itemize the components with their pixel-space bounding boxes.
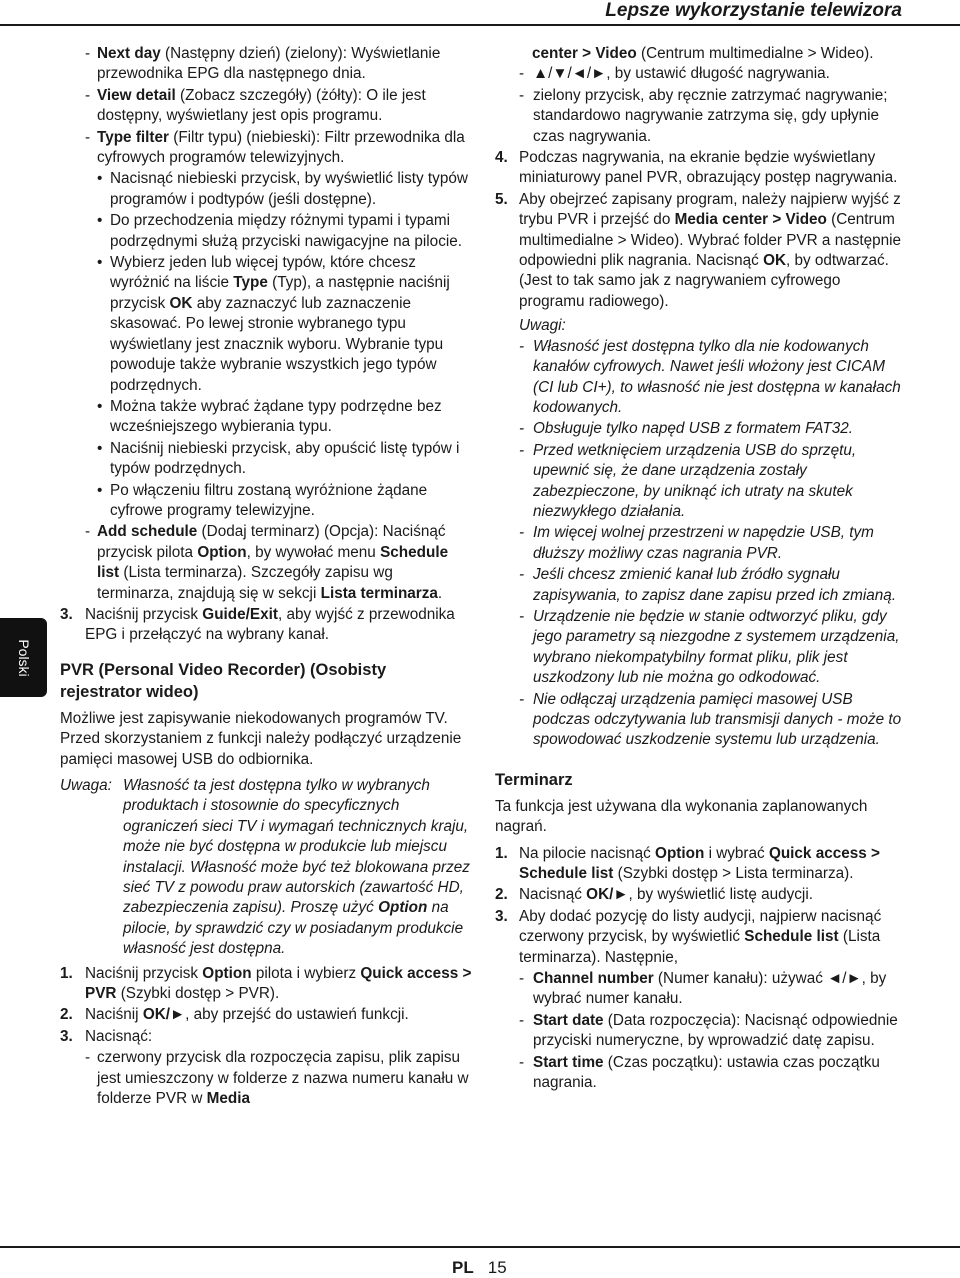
type-filter-bullet: • Wybierz jeden lub więcej typów, które chcesz wyróżnić na liście Type (Typ), a następnie naciśnij przycisk OK aby zaznaczyć lub zaznaczenie skasować. Po lewej stronie wybranego typu wyświetlany jest znacznik wyboru. Wybranie typu powoduje także wybranie wszystkich jego typów podrzędnych. xyxy=(60,253,472,396)
note-item: - Jeśli chcesz zmienić kanał lub źródło sygnału zapisywania, to zapisz dane zapisu przed ich zmianą. xyxy=(495,565,905,606)
pvr-step-3-red-button: - czerwony przycisk dla rozpoczęcia zapisu, plik zapisu jest umieszczony w folderze z nazwa numeru kanału w folderze PVR w Media xyxy=(60,1048,472,1109)
pvr-step-3-arrows: - ▲/▼/◄/►, by ustawić długość nagrywania. xyxy=(495,64,905,84)
notes-title: Uwagi: xyxy=(519,317,566,335)
pvr-note: Uwaga: Własność ta jest dostępna tylko w wybranych produktach i stosownie do specyficznych ograniczeń sieci TV i wymagań technicznych kraju, może nie być dostępna w produkcie lub miejscu instalacji. Własność może być też blokowana przez sieć TV z powodu praw autorskich (zawartość HD, zabezpieczenia zapisu). Proszę użyć Option na pilocie, by sprawdzić czy w posiadanym produkcie własność jest dostępna. xyxy=(60,777,470,958)
type-filter-bullet: • Do przechodzenia między różnymi typami i typami podrzędnymi służą przyciski nawigacyjne na pilocie. xyxy=(60,211,472,252)
language-tab xyxy=(0,618,47,697)
pvr-step-4: 4. Podczas nagrywania, na ekranie będzie wyświetlany miniaturowy panel PVR, obrazujący postęp nagrywania. xyxy=(495,149,898,187)
pvr-step-2: 2. Naciśnij OK/►, aby przejść do ustawień funkcji. xyxy=(60,1006,409,1024)
note-item: - Własność jest dostępna tylko dla nie kodowanych kanałów cyfrowych. Nawet jeśli włożony jest CICAM (CI lub CI+), to własność nie jest dostępna w kanałach kodowanych. xyxy=(495,337,905,419)
pvr-step-5: 5. Aby obejrzeć zapisany program, należy najpierw wyjść z trybu PVR i przejść do Media center > Video (Centrum multimedialne > Wideo). Wybrać folder PVR a następnie odpowiedni plik nagrania. Nacisnąć OK, by odtwarzać. (Jest to tak samo jak z nagrywaniem cyfrowego programu radiowego). xyxy=(495,190,902,310)
page-header xyxy=(0,0,960,24)
type-filter-bullet: • Można także wybrać żądane typy podrzędne bez wcześniejszego wybierania typu. xyxy=(60,397,472,438)
note-item: - Urządzenie nie będzie w stanie odtworzyć pliku, gdy jego parametry są niezgodne z systemem urządzenia, wybrano niekompatybilny format pliku, plik jest uszkodzony lub nie można go odkodować. xyxy=(495,607,905,689)
terminarz-sub-start-time: - Start time (Czas początku): ustawia czas początku nagrania. xyxy=(495,1053,905,1094)
pvr-intro: Możliwe jest zapisywanie niekodowanych programów TV. Przed skorzystaniem z funkcji należy podłączyć urządzenie pamięci masowej USB do odbiornika. xyxy=(60,709,462,768)
terminarz-step-3: 3. Aby dodać pozycję do listy audycji, najpierw nacisnąć czerwony przycisk, by wyświetlić Schedule list (Lista terminarza). Następnie, xyxy=(495,907,882,966)
note-item: - Nie odłączaj urządzenia pamięci masowej USB podczas odczytywania lub transmisji danych - może to spowodować uszkodzenie systemu lub urządzenia. xyxy=(495,690,905,751)
terminarz-step-1: 1. Na pilocie nacisnąć Option i wybrać Quick access > Schedule list (Szybki dostęp > Lista terminarza). xyxy=(495,844,880,883)
note-item: - Obsługuje tylko napęd USB z formatem FAT32. xyxy=(495,419,905,439)
type-filter-bullet: • Po włączeniu filtru zostaną wyróżnione żądane cyfrowe programy telewizyjne. xyxy=(60,481,472,522)
type-filter-bullet: • Nacisnąć niebieski przycisk, by wyświetlić listy typów programów i podtypów (jeśli dostępne). xyxy=(60,169,472,210)
epg-step-3: 3. Naciśnij przycisk Guide/Exit, aby wyjść z przewodnika EPG i przełączyć na wybrany kanał. xyxy=(60,605,455,644)
pvr-section-title: PVR (Personal Video Recorder) (Osobisty rejestrator wideo) xyxy=(60,660,387,701)
terminarz-step-2: 2. Nacisnąć OK/►, by wyświetlić listę audycji. xyxy=(495,886,813,904)
pvr-step-3: 3. Nacisnąć: xyxy=(60,1027,153,1045)
language-tab-label: Polski xyxy=(15,638,32,677)
epg-item-add-schedule: - Add schedule (Dodaj terminarz) (Opcja): Naciśnąć przycisk pilota Option, by wywołać menu Schedule list (Lista terminarza). Szczegóły zapisu wg terminarza, znajdują się w sekcji Lista terminarza. xyxy=(60,522,472,604)
header-rule xyxy=(0,24,960,26)
terminarz-intro: Ta funkcja jest używana dla wykonania zaplanowanych nagrań. xyxy=(495,797,868,836)
right-column xyxy=(495,44,905,1095)
type-filter-bullet: • Naciśnij niebieski przycisk, aby opuścić listę typów i typów podrzędnych. xyxy=(60,439,472,480)
page-number: PL 15 xyxy=(452,1258,507,1277)
pvr-step-3-continued: center > Video (Centrum multimedialne > Wideo). xyxy=(532,45,874,62)
terminarz-title: Terminarz xyxy=(495,770,573,789)
pvr-step-1: 1. Naciśnij przycisk Option pilota i wybierz Quick access > PVR (Szybki dostęp > PVR). xyxy=(60,964,472,1003)
header-title: Lepsze wykorzystanie telewizora xyxy=(605,0,902,21)
note-item: - Im więcej wolnej przestrzeni w napędzie USB, tym dłuższy możliwy czas nagrania PVR. xyxy=(495,523,905,564)
pvr-step-3-green-button: - zielony przycisk, aby ręcznie zatrzymać nagrywanie; standardowo nagrywanie zatrzyma się, gdy upłynie czas nagrywania. xyxy=(495,86,905,147)
left-column xyxy=(60,44,472,1111)
note-item: - Przed wetknięciem urządzenia USB do sprzętu, upewnić się, że dane urządzenia zostały zabezpieczone, by uniknąć ich utraty na skutek niezwykłego działania. xyxy=(495,441,905,523)
epg-item-view-detail: - View detail (Zobacz szczegóły) (żółty): O ile jest dostępny, wyświetlany jest opis programu. xyxy=(60,86,472,127)
footer-rule xyxy=(0,1246,960,1248)
terminarz-sub-channel: - Channel number (Numer kanału): używać ◄/►, by wybrać numer kanału. xyxy=(495,969,905,1010)
epg-item-type-filter: - Type filter (Filtr typu) (niebieski): Filtr przewodnika dla cyfrowych programów telewizyjnych. xyxy=(60,128,472,169)
terminarz-sub-start-date: - Start date (Data rozpoczęcia): Nacisnąć odpowiednie przyciski numeryczne, by wprowadzić datę zapisu. xyxy=(495,1011,905,1052)
epg-item-next-day: - Next day (Następny dzień) (zielony): Wyświetlanie przewodnika EPG dla następnego dnia. xyxy=(60,44,472,85)
